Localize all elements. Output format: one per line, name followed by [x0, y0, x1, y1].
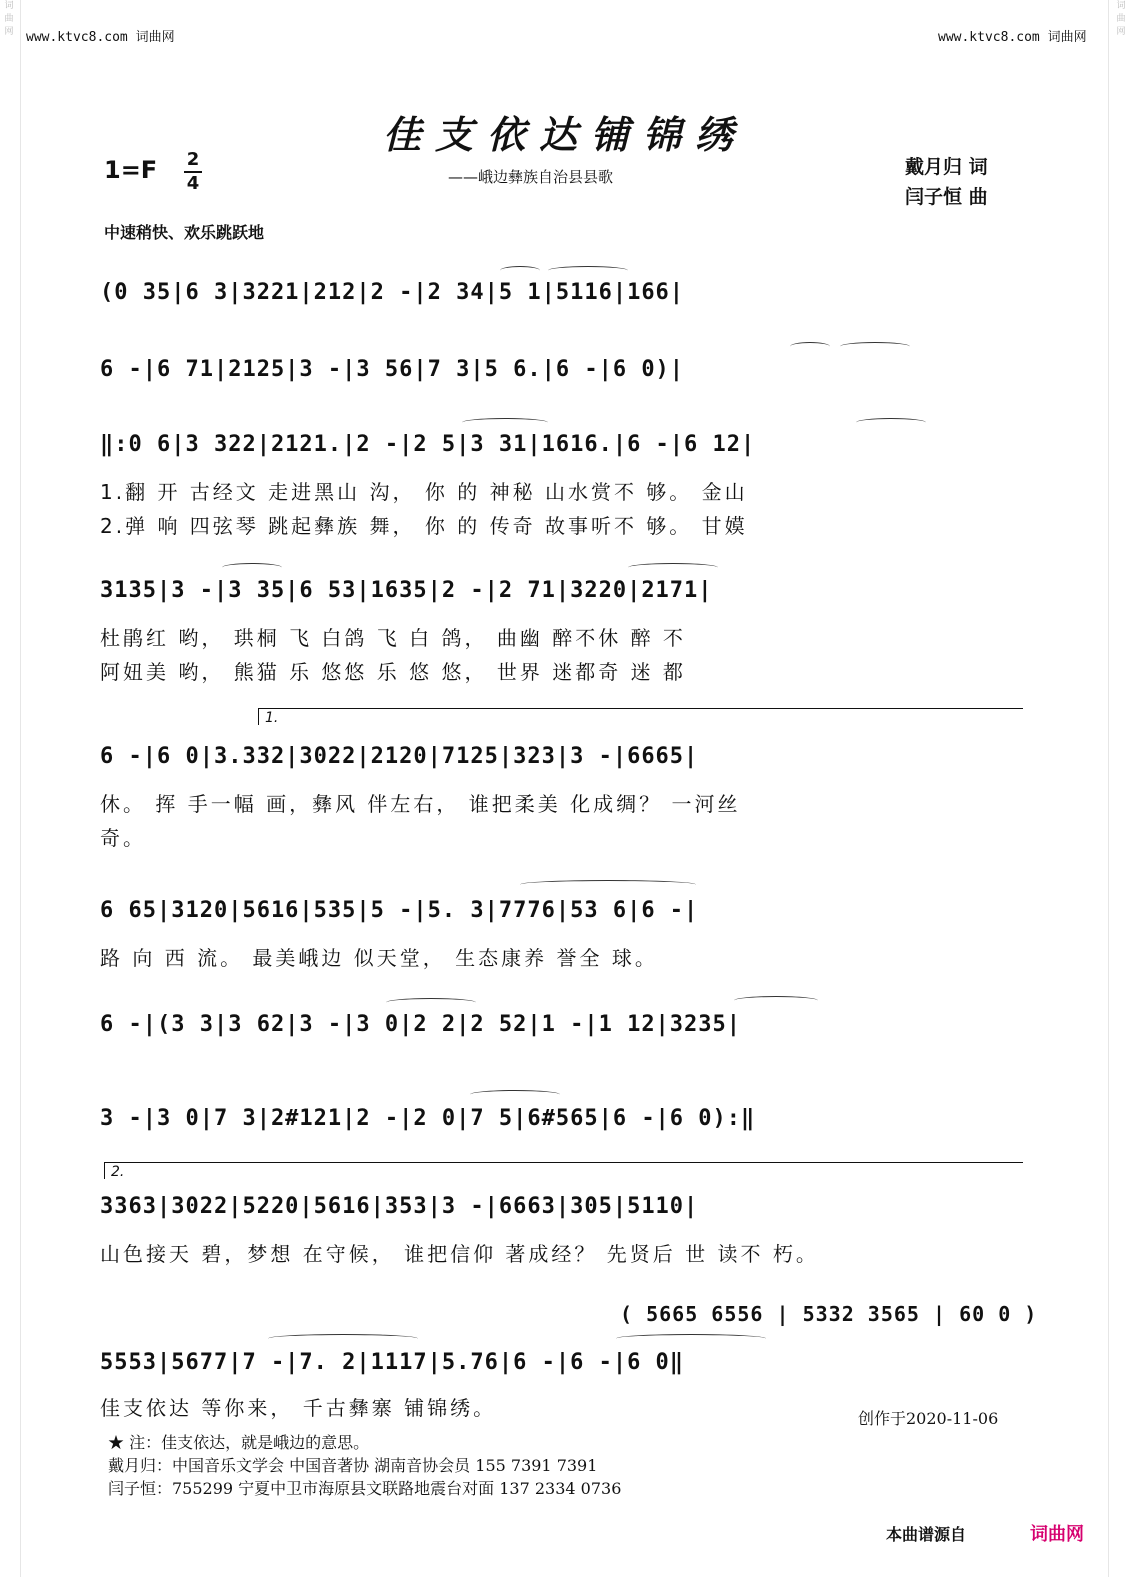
source-link[interactable]: 词曲网 — [1030, 1524, 1084, 1545]
credits — [905, 152, 988, 212]
score-row-5: 6 -|6 0|3.332|3022|2120|7125|323|3 -|6665| — [100, 744, 699, 769]
volta-2 — [104, 1162, 1023, 1179]
slur — [840, 342, 910, 351]
lyric-v1-line1: 1.翻 开 古经文 走进黑山 沟， 你 的 神秘 山水赏不 够。 金山 — [100, 480, 748, 504]
time-signature — [184, 150, 202, 194]
slur — [462, 418, 548, 427]
time-sig-bottom: 4 — [186, 173, 200, 194]
score-row-10: 5553|5677|7 -|7. 2|1117|5.76|6 -|6 -|6 0‖ — [100, 1350, 685, 1375]
lyric-line4: 路 向 西 流。 最美峨边 似天堂， 生态康养 誉全 球。 — [100, 946, 658, 970]
lyricist: 戴月归 词 — [905, 156, 988, 178]
lyric-v2-line2: 阿妞美 哟， 熊猫 乐 悠悠 乐 悠 悠， 世界 迷都奇 迷 都 — [100, 660, 686, 684]
tempo-marking: 中速稍快、欢乐跳跃地 — [104, 223, 265, 242]
slur — [734, 996, 818, 1005]
score-row-9: 3363|3022|5220|5616|353|3 -|6663|305|5110| — [100, 1194, 699, 1219]
slur — [470, 1090, 560, 1099]
lyric-v1-line2: 杜鹃红 哟， 珙桐 飞 白鸽 飞 白 鸽， 曲幽 醉不休 醉 不 — [100, 626, 686, 650]
creation-date: 创作于2020-11-06 — [858, 1409, 999, 1428]
composer: 闫子恒 曲 — [905, 186, 988, 208]
source-label: 本曲谱源自 — [886, 1525, 967, 1544]
slur — [386, 998, 476, 1007]
score-row-7: 6 -|(3 3|3 62|3 -|3 0|2 2|2 52|1 -|1 12|3235| — [100, 1012, 742, 1037]
score-row-8: 3 -|3 0|7 3|2#121|2 -|2 0|7 5|6#565|6 -|6 0):‖ — [100, 1106, 756, 1131]
lyric-line3b: 奇。 — [100, 826, 146, 850]
slur — [628, 563, 718, 572]
slur — [520, 880, 696, 889]
composer-contact: 闫子恒：755299 宁夏中卫市海原县文联路地震台对面 137 2334 0736 — [108, 1479, 622, 1498]
song-title: 佳支依达铺锦绣 — [382, 112, 747, 157]
slur — [500, 266, 540, 275]
volta-1-label: 1. — [265, 710, 279, 726]
lyric-v2-line1: 2.弹 响 四弦琴 跳起彝族 舞， 你 的 传奇 故事听不 够。 甘嫫 — [100, 514, 748, 538]
margin-line-right — [1108, 0, 1109, 1577]
site-url-left[interactable]: www.ktvc8.com 词曲网 — [26, 30, 175, 45]
lyric-line3: 休。 挥 手一幅 画，彝风 伴左右， 谁把柔美 化成绸？ 一河丝 — [100, 792, 741, 816]
side-watermark-left: 词曲网 — [4, 1, 14, 37]
lyricist-contact: 戴月归：中国音乐文学会 中国音著协 湖南音协会员 155 7391 7391 — [108, 1456, 598, 1475]
time-sig-top: 2 — [186, 149, 200, 170]
score-row-2: 6 -|6 71|2125|3 -|3 56|7 3|5 6.|6 -|6 0)| — [100, 357, 685, 382]
site-url-right[interactable]: www.ktvc8.com 词曲网 — [938, 30, 1087, 45]
slur — [790, 342, 830, 351]
slur — [268, 1334, 418, 1343]
volta-1 — [258, 708, 1023, 725]
slur — [856, 418, 926, 427]
score-row-6: 6 65|3120|5616|535|5 -|5. 3|7776|53 6|6 -| — [100, 898, 699, 923]
slur — [616, 1334, 766, 1343]
volta-2-label: 2. — [111, 1164, 125, 1180]
slur — [548, 266, 628, 275]
score-row-3: ‖:0 6|3 322|2121.|2 -|2 5|3 31|1616.|6 -|6 12| — [100, 432, 756, 457]
score-row-1: (0 35|6 3|3221|212|2 -|2 34|5 1|5116|166| — [100, 280, 685, 305]
subtitle: ——峨边彝族自治县县歌 — [448, 168, 614, 186]
interlude: ( 5665 6556 | 5332 3565 | 60 0 ) — [620, 1302, 1038, 1326]
margin-line-left — [20, 0, 21, 1577]
side-watermark-right: 词曲网 — [1116, 1, 1126, 37]
lyric-line6: 佳支依达 等你来， 千古彝寨 铺锦绣。 — [100, 1396, 497, 1420]
footnote: ★ 注：佳支依达，就是峨边的意思。 — [108, 1433, 370, 1452]
lyric-line5: 山色接天 碧，梦想 在守候， 谁把信仰 著成经？ 先贤后 世 读不 朽。 — [100, 1242, 819, 1266]
score-row-4: 3135|3 -|3 35|6 53|1635|2 -|2 71|3220|2171| — [100, 578, 713, 603]
key-signature: 1=F — [104, 156, 158, 184]
slur — [222, 563, 282, 572]
